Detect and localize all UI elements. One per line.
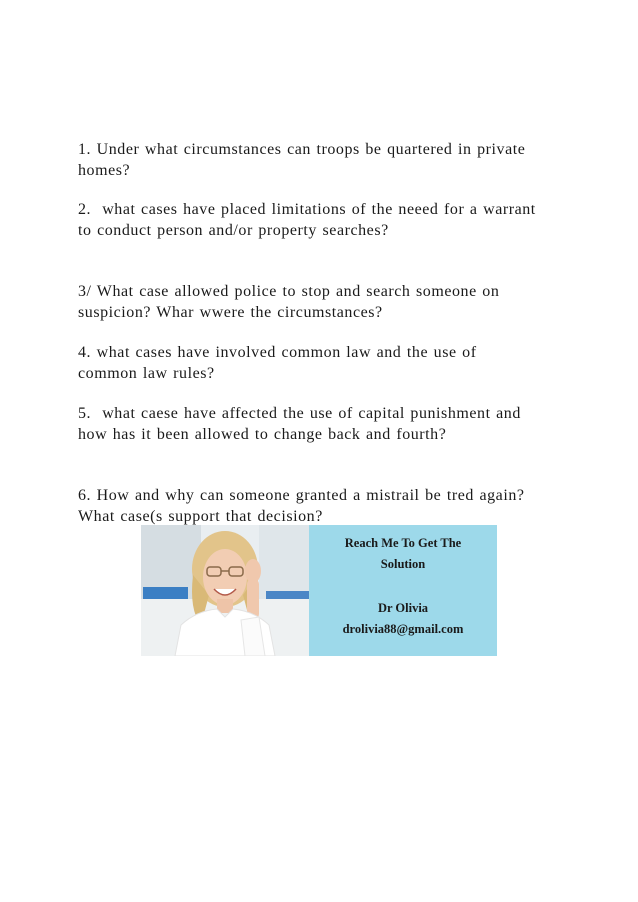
question-2: 2. what cases have placed limitations of the neeed for a warrant to conduct person and/or property searches? — [78, 201, 536, 239]
banner-headline: Reach Me To Get The — [344, 536, 462, 550]
banner-subheadline: Solution — [380, 557, 426, 571]
question-1: 1. Under what circumstances can troops be quartered in private homes? — [78, 141, 526, 179]
contact-banner — [141, 525, 497, 656]
question-5: 5. what caese have affected the use of capital punishment and how has it been allowed to change back and fourth? — [78, 405, 521, 443]
question-3: 3/ What case allowed police to stop and search someone on suspicion? Whar wwere the circumstances? — [78, 283, 500, 321]
contact-info-box — [309, 525, 497, 656]
woman-photo — [141, 525, 309, 656]
question-4: 4. what cases have involved common law and the use of common law rules? — [78, 344, 477, 382]
contact-email[interactable]: drolivia88@gmail.com — [342, 622, 464, 636]
contact-name: Dr Olivia — [377, 601, 429, 615]
question-6: 6. How and why can someone granted a mistrail be tred again? What case(s support that decision? — [78, 487, 525, 525]
